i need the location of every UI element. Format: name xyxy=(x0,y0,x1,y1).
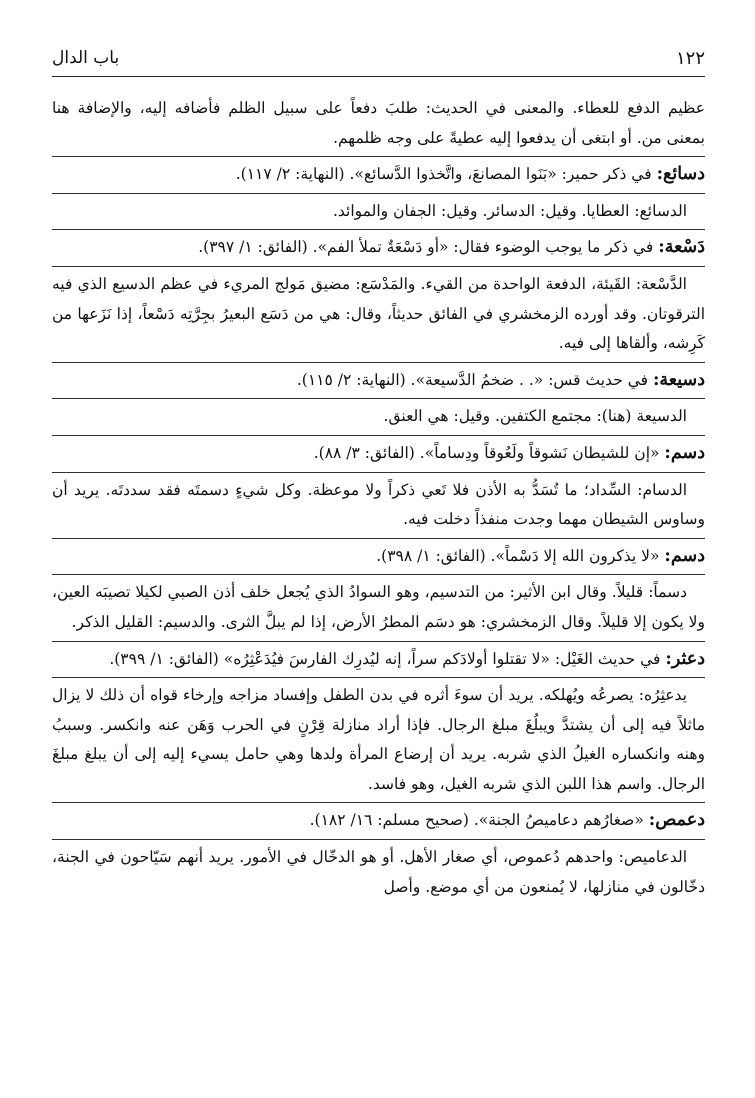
entry-divider xyxy=(52,229,705,230)
entry-citation: في حديث قس: «. . ضخمُ الدَّسيعة». (النهاية: ٢/ ١١٥). xyxy=(296,370,653,389)
entry-citation: «إن للشيطان نَشوقاً ولَعُوقاً ودِساماً». (الفائق: ٣/ ٨٨). xyxy=(313,443,665,462)
entry-divider xyxy=(52,193,705,194)
paragraph-text: عظيم الدفع للعطاء. والمعنى في الحديث: طلبَ دفعاً على سبيل الظلم فأضافه إليه، والإضافة هنا بمعنى من. أو ابتغى أن يدفعوا إليه عطيةً على وجه ظلمهم. xyxy=(52,99,705,147)
entry-citation: في ذكر حمير: «بَنَوا المصانعَ، واتَّخذوا الدَّسائع». (النهاية: ٢/ ١١٧). xyxy=(235,165,657,184)
entry-divider xyxy=(52,156,705,157)
entry-heading xyxy=(52,366,705,396)
entry-divider xyxy=(52,435,705,436)
entry-divider xyxy=(52,677,705,678)
entry-heading xyxy=(52,233,705,263)
entry-divider xyxy=(52,641,705,642)
page-body xyxy=(52,94,705,902)
entry-divider xyxy=(52,362,705,363)
paragraph xyxy=(52,681,705,799)
entry-divider xyxy=(52,839,705,840)
entry-term: دعمص: xyxy=(648,810,705,831)
page-number: ١٢٢ xyxy=(675,48,705,69)
paragraph-text: الدعاميص: واحدهم دُعموص، أي صغار الأهل. أو هو الدخّال في الأمور. يريد أنهم سَيّاحون في الجنة، دخّالون في منازلها، لا يُمنعون من أي موضع. وأصل xyxy=(52,848,705,896)
entry-term: دسائع: xyxy=(656,164,705,185)
paragraph xyxy=(52,578,705,637)
paragraph-text: يدعثِرُه: يصرعُه ويُهلكه. يريد أن سوءَ أثره في بدن الطفل وإفساد مزاجه وإرخاء قواه أن ذلك لا يزال ماثلاً فيه إلى أن يشتدَّ ويبلُغَ مبلغ الرجال. فإذا أراد منازلة قِرْنٍ في الحرب وَهَن عنه وانكسر. وسببُ وهنه وانكساره الغيلُ الذي شربه. يريد أن إرضاع المرأة ولدها وهي حامل يسيء إليه إلى أن يبلغ مبلغَ الرجال. واسم هذا اللبن الذي شربه الغيل، وهو فاسد. xyxy=(52,686,705,793)
paragraph-text: الدَّسْعة: القَيئة، الدفعة الواحدة من القيء. والمَدْسَع: مضيق مَولج المريء في عظم الدسيع الذي فيه الترقوتان. وقد أورده الزمخشري في الفائق حديثاً، وقال: هي من دَسَع البعيرُ بجِرَّتِه دَسْعاً، إذا نَزَعها من كَرِشه، وألقاها إلى فيه. xyxy=(52,274,705,353)
entry-heading xyxy=(52,542,705,572)
chapter-title: باب الدال xyxy=(52,48,120,68)
entry-citation: في ذكر ما يوجب الوضوء فقال: «أو دَسْعَةٌ تملأ الفم». (الفائق: ١/ ٣٩٧). xyxy=(198,238,659,257)
page-header xyxy=(52,44,705,77)
paragraph xyxy=(52,270,705,359)
paragraph xyxy=(52,197,705,227)
paragraph-text: الدسائع: العطايا. وقيل: الدسائر. وقيل: الجفان والموائد. xyxy=(332,201,687,220)
entry-heading xyxy=(52,160,705,190)
entry-divider xyxy=(52,574,705,575)
entry-heading xyxy=(52,645,705,675)
entry-heading xyxy=(52,806,705,836)
paragraph-text: دسماً: قليلاً. وقال ابن الأثير: من التدسيم، وهو السوادُ الذي يُجعل خلف أذن الصبي لكيلا تصيبَه العين، ولا يكون إلا قليلاً. وقال الزمخشري: هو دسَم المطرُ الأرض، إذا لم يبلَّ الثرى. والدسيم: القليل الذكر. xyxy=(52,583,705,631)
entry-divider xyxy=(52,802,705,803)
entry-heading xyxy=(52,439,705,469)
paragraph-text: الدسام: السِّداد؛ ما تُسَدُّ به الأذن فلا تَعي ذكراً ولا موعظة. وكل شيءٍ دسمتَه فقد سددتَه. يريد أن وساوس الشيطان مهما وجدت منفذاً دخلت فيه. xyxy=(52,480,705,529)
paragraph xyxy=(52,402,705,432)
paragraph-text: الدسيعة (هنا): مجتمع الكتفين. وقيل: هي العنق. xyxy=(383,407,687,426)
entry-citation: «لا يذكرون الله إلا دَسْماً». (الفائق: ١/ ٣٩٨). xyxy=(376,546,665,565)
paragraph xyxy=(52,476,705,535)
paragraph xyxy=(52,843,705,902)
entry-term: دسيعة: xyxy=(652,369,705,390)
entry-term: دَسْعة: xyxy=(658,237,705,258)
entry-term: دسم: xyxy=(664,442,705,463)
entry-citation: «صغارُهم دعاميصُ الجنة». (صحيح مسلم: ١٦/ ١٨٢). xyxy=(309,811,649,830)
entry-divider xyxy=(52,472,705,473)
entry-divider xyxy=(52,538,705,539)
entry-citation: في حديث الغَيْل: «لا تقتلوا أولادَكم سراً، إنه ليُدرِك الفارسَ فيُدَعْثِرُه» (الفائق: ١/ ٣٩٩). xyxy=(109,649,666,668)
entry-term: دسم: xyxy=(664,545,705,566)
entry-divider xyxy=(52,398,705,399)
entry-divider xyxy=(52,266,705,267)
entry-term: دعثر: xyxy=(665,648,705,669)
paragraph xyxy=(52,94,705,153)
